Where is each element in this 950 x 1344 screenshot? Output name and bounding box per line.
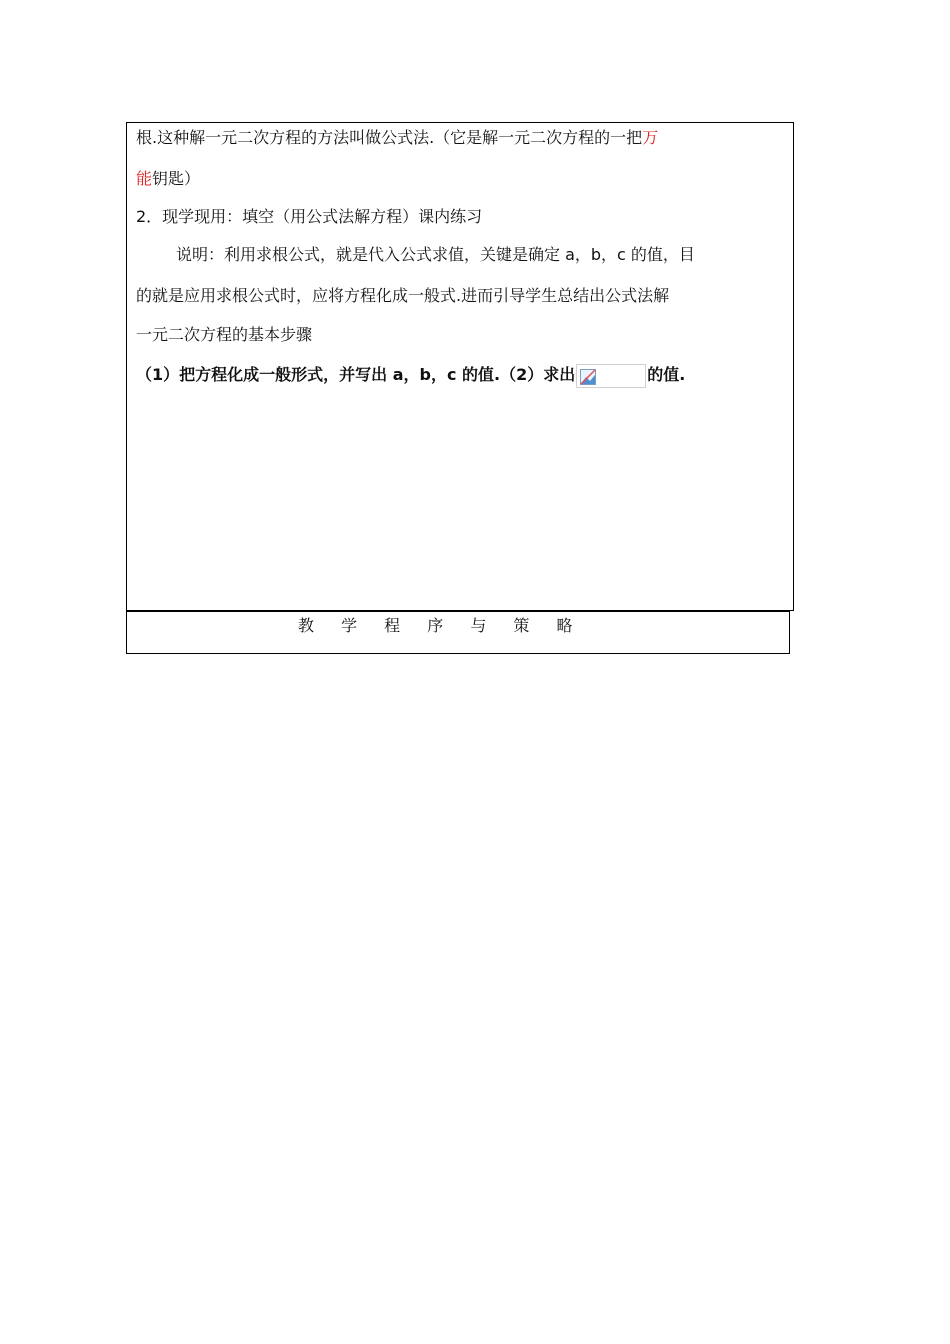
explanation-line-3: 一元二次方程的基本步骤 (136, 325, 313, 344)
broken-image-icon (580, 369, 596, 385)
steps-text-after: 的值. (647, 365, 686, 384)
highlight-text: 万 (642, 128, 659, 147)
paragraph-line-1 (136, 126, 658, 150)
highlight-text: 能 (136, 169, 153, 188)
steps-line (136, 363, 685, 388)
text-segment: 根.这种解一元二次方程的方法叫做公式法.（它是解一元二次方程的一把 (136, 128, 643, 147)
paragraph-line-2 (136, 167, 200, 191)
text-segment: 钥匙） (152, 169, 201, 188)
explanation-line-2: 的就是应用求根公式时，应将方程化成一般式.进而引导学生总结出公式法解 (136, 286, 670, 305)
explanation-line-1: 说明：利用求根公式，就是代入公式求值，关键是确定 a，b，c 的值，目 (176, 245, 695, 264)
steps-text-before: （1）把方程化成一般形式，并写出 a，b，c 的值.（2）求出 (136, 365, 576, 384)
exercise-heading: 2．现学现用：填空（用公式法解方程）课内练习 (136, 207, 483, 226)
section-title: 教 学 程 序 与 策 略 (298, 616, 584, 635)
formula-image (576, 364, 646, 388)
